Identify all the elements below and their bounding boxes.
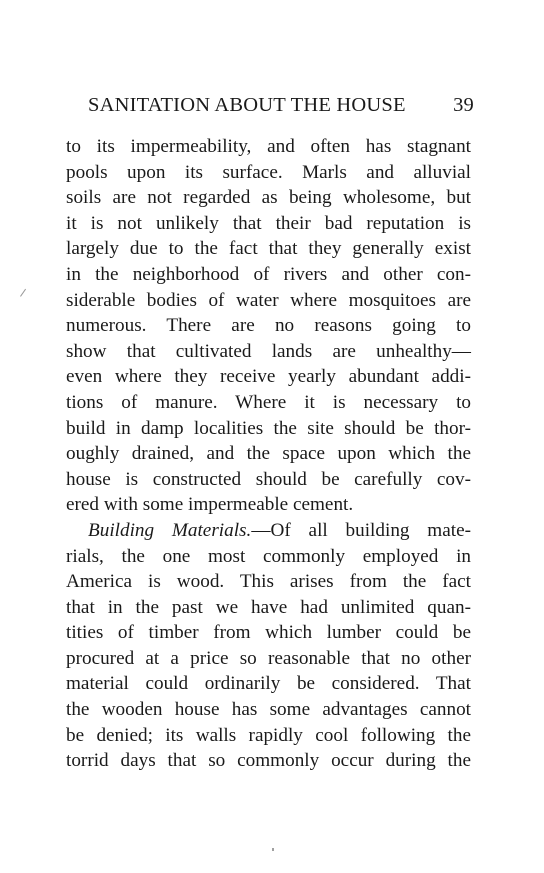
text-line: procured at a price so reasonable that no other [66,647,471,669]
text-line: numerous. There are no reasons going to [66,315,471,337]
text-line: pools upon its surface. Marls and alluvial [66,161,471,183]
text-line: that in the past we have had unlimited quan- [66,596,471,618]
margin-pencil-mark [20,289,31,300]
text-line: build in damp localities the site should be thor- [66,417,471,439]
print-speck [272,848,274,851]
text-line: it is not unlikely that their bad reputation is [66,212,471,234]
text-line: ered with some impermeable cement. [66,494,354,516]
running-head-title: SANITATION ABOUT THE HOUSE [88,94,406,116]
text-line: material could ordinarily be considered. That [66,673,471,695]
text-line: siderable bodies of water where mosquitoes are [66,289,471,311]
paragraph-first-line [66,518,471,544]
text-line: the wooden house has some advantages cannot [66,699,471,721]
section-heading: Building Materials. [88,519,252,541]
running-head [88,92,474,118]
text-line: show that cultivated lands are unhealthy— [66,340,471,362]
text-line: tities of timber from which lumber could be [66,622,471,644]
text-line: even where they receive yearly abundant addi- [66,366,471,388]
text-line: house is constructed should be carefully cov- [66,468,471,490]
text-line: in the neighborhood of rivers and other con- [66,263,471,285]
text-line: rials, the one most commonly employed in [66,545,471,567]
text-line: tions of manure. Where it is necessary to [66,391,471,413]
text-line: oughly drained, and the space upon which the [66,443,471,465]
text-line: be denied; its walls rapidly cool following the [66,724,471,746]
text-line: torrid days that so commonly occur during the [66,750,471,772]
text-fragment: —Of all building mate- [251,519,471,541]
page-number: 39 [453,94,474,116]
text-line: to its impermeability, and often has stagnant [66,136,471,157]
text-line: largely due to the fact that they generally exist [66,238,471,260]
text-line: America is wood. This arises from the fact [66,571,471,593]
body-text [66,134,471,774]
text-line: soils are not regarded as being wholesome, but [66,187,471,209]
